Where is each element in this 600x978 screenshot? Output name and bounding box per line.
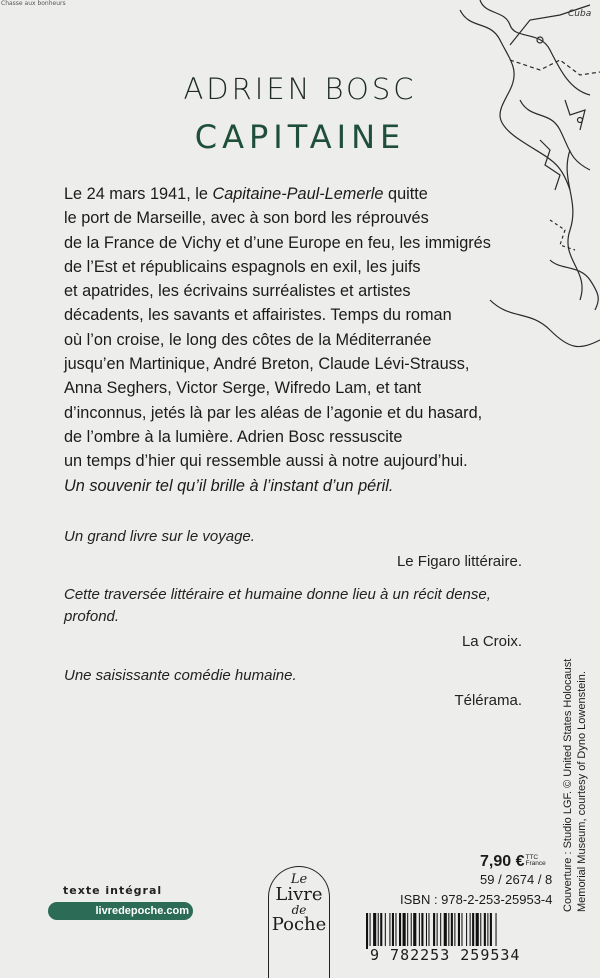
catalog-code: 59 / 2674 / 8 [480, 872, 553, 887]
review-quote: Un grand livre sur le voyage. [64, 528, 255, 545]
synopsis-line: décadents, les savants et affairistes. Temps du roman [64, 306, 452, 325]
synopsis-line: un temps d’hier qui ressemble aussi à notre aujourd’hui. [64, 452, 468, 471]
isbn: ISBN : 978-2-253-25953-4 [400, 892, 553, 907]
synopsis-line: et apatrides, les écrivains surréalistes et artistes [64, 282, 411, 301]
price-tax-note: TTC France [525, 854, 546, 867]
synopsis-line: de l’ombre à la lumière. Adrien Bosc ressuscite [64, 427, 403, 446]
review-quote: Cette traversée littéraire et humaine donne lieu à un récit dense, [64, 586, 491, 603]
review-quote: Une saisissante comédie humaine. [64, 667, 297, 684]
synopsis [64, 182, 538, 498]
watermark-text: Chasse aux bonheurs [1, 0, 66, 7]
credit-line: Memorial Museum, courtesy of Dyno Lowenstein. [576, 671, 588, 912]
synopsis-line: où l’on croise, le long des côtes de la Méditerranée [64, 330, 432, 349]
synopsis-line: d’inconnus, jetés là par les aléas de l’agonie et du hasard, [64, 403, 483, 422]
cover-credit [561, 632, 589, 912]
synopsis-line: de la France de Vichy et d’une Europe en feu, les immigrés [64, 233, 491, 252]
review-source: Le Figaro littéraire. [396, 553, 522, 570]
price [480, 853, 546, 871]
credit-line: Couverture : Studio LGF. © United States Holocaust [562, 658, 574, 912]
texte-integral-label: texte intégral [63, 884, 163, 897]
review-source: Télérama. [454, 692, 522, 709]
synopsis-line: Le 24 mars 1941, le Capitaine-Paul-Lemerle quitte [64, 185, 428, 203]
book-title: CAPITAINE [194, 118, 406, 156]
barcode-number: 9 782253 259534 [370, 946, 521, 964]
review-source: La Croix. [461, 633, 522, 650]
synopsis-line: de l’Est et républicains espagnols en exil, les juifs [64, 257, 421, 276]
author-name: ADRIEN BOSC [183, 72, 417, 106]
price-value: 7,90 € [480, 853, 525, 870]
synopsis-line: Un souvenir tel qu’il brille à l’instant d’un péril. [64, 476, 394, 495]
map-label: Cuba [568, 9, 592, 19]
livre-de-poche-logo: Le Livre de Poche [268, 866, 330, 978]
synopsis-line: Anna Seghers, Victor Serge, Wifredo Lam, et tant [64, 379, 422, 398]
synopsis-line: le port de Marseille, avec à son bord les réprouvés [64, 209, 429, 228]
review-quote-continued: profond. [64, 608, 120, 625]
website-link[interactable]: livredepoche.com [48, 902, 193, 920]
synopsis-line: jusqu’en Martinique, André Breton, Claude Lévi-Strauss, [64, 355, 470, 374]
